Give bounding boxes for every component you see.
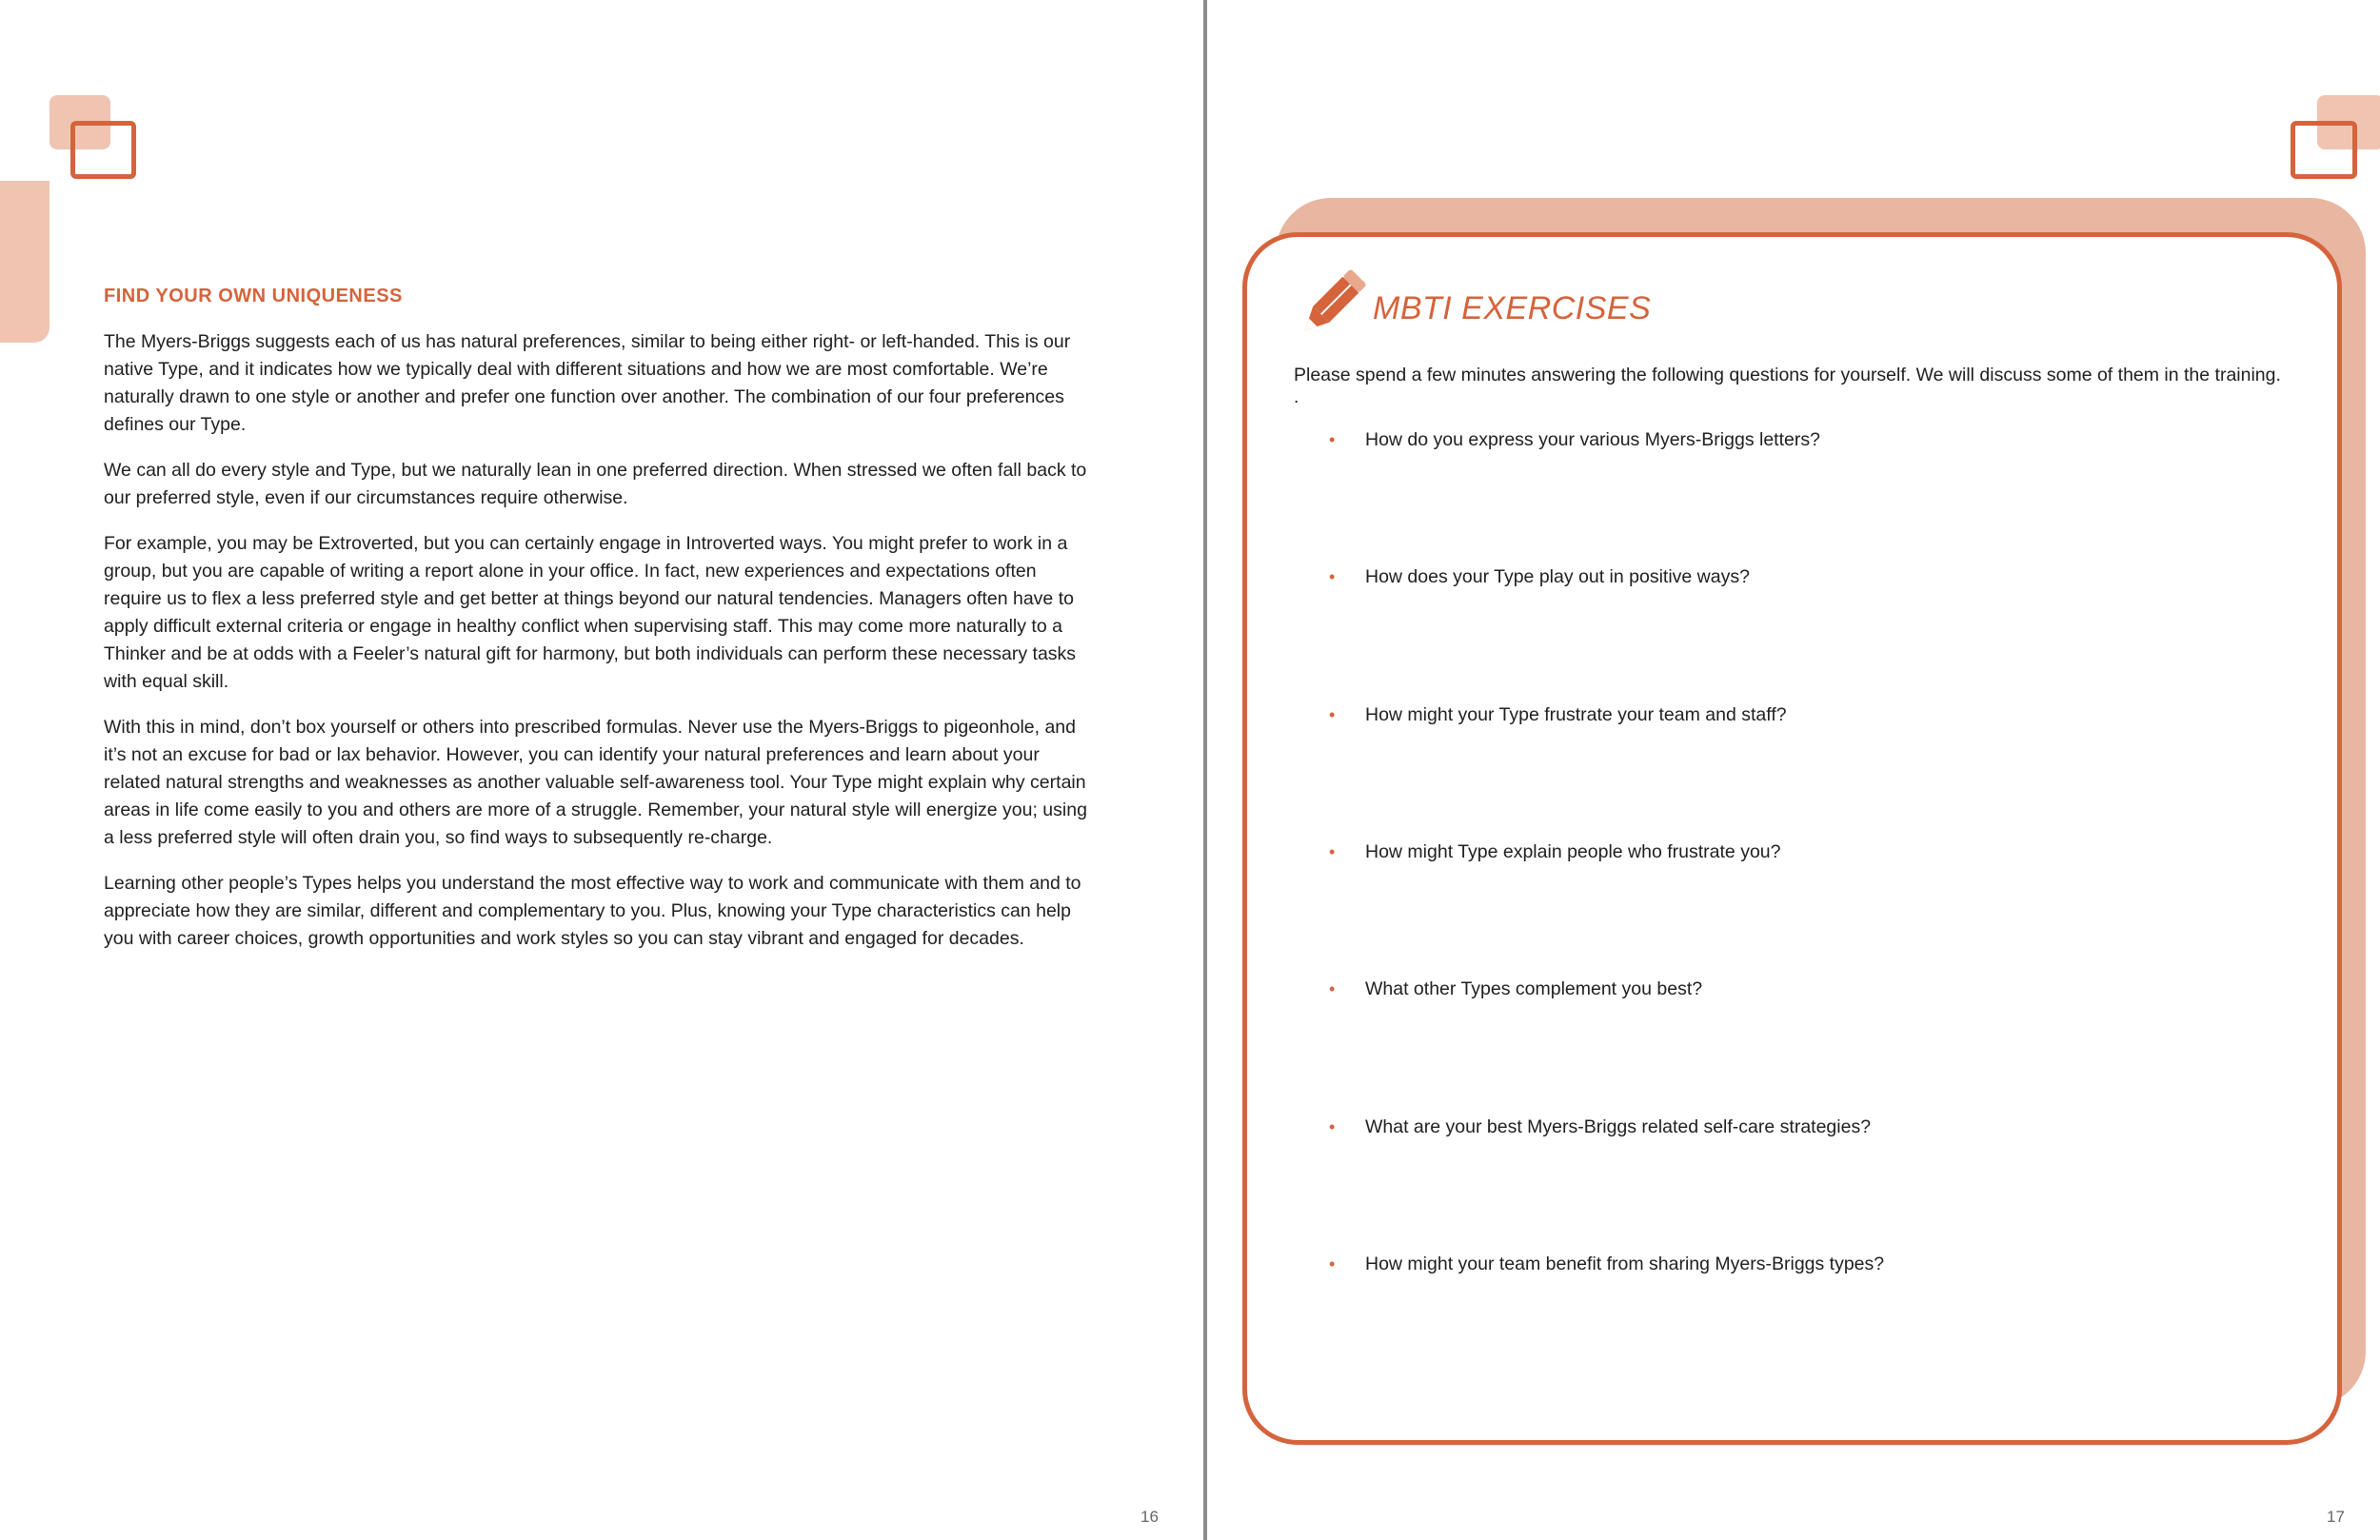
section-heading: FIND YOUR OWN UNIQUENESS bbox=[104, 286, 403, 306]
bullet-icon: • bbox=[1329, 430, 1336, 449]
exercise-intro: Please spend a few minutes answering the following questions for yourself. We will discuss some of them in the training. bbox=[1294, 365, 2281, 385]
paragraph: For example, you may be Extroverted, but you can certainly engage in Introverted ways. You might prefer to work in a group, but you are capable of writing a report alone in your office. In fact, new experiences and expectations often require us to flex a less preferred style and get better at things beyond our natural tendencies. Managers often have to apply difficult external criteria or engage in healthy conflict when supervising staff. This may come more naturally to a Thinker and be at odds with a Feeler’s natural gift for harmony, but both individuals can perform these necessary tasks with equal skill. bbox=[104, 533, 1077, 692]
question-text: How might Type explain people who frustrate you? bbox=[1365, 841, 1781, 862]
right-page bbox=[1207, 0, 2380, 1540]
corner-decoration-outline bbox=[2291, 121, 2357, 179]
bullet-icon: • bbox=[1329, 705, 1336, 724]
exercise-title: MBTI EXERCISES bbox=[1373, 290, 1652, 326]
question-text: What other Types complement you best? bbox=[1365, 978, 1703, 999]
question-item bbox=[1329, 839, 1780, 866]
paragraph: We can all do every style and Type, but we naturally lean in one preferred direction. When stressed we often fall back to our preferred style, even if our circumstances require otherwise. bbox=[104, 460, 1087, 508]
question-text: How might your Type frustrate your team and staff? bbox=[1365, 704, 1787, 725]
bullet-icon: • bbox=[1329, 979, 1336, 998]
edge-tab-decoration bbox=[0, 181, 50, 343]
question-text: What are your best Myers-Briggs related self-care strategies? bbox=[1365, 1116, 1872, 1137]
paragraph: The Myers-Briggs suggests each of us has natural preferences, similar to being either right- or left-handed. This is our native Type, and it indicates how we typically deal with different situations and how we are most comfortable. We’re naturally drawn to one style or another and prefer one function over another. The combination of our four preferences defines our Type. bbox=[104, 331, 1071, 435]
stray-period: . bbox=[1294, 387, 1299, 407]
corner-decoration-outline bbox=[70, 121, 136, 179]
body-text bbox=[104, 328, 1099, 971]
question-item bbox=[1329, 976, 1702, 1003]
question-text: How might your team benefit from sharing Myers-Briggs types? bbox=[1365, 1254, 1885, 1274]
paragraph: Learning other people’s Types helps you understand the most effective way to work and communicate with them and to appreciate how they are similar, different and complementary to you. Plus, knowing your Type characteristics can help you with career choices, growth opportunities and work styles so you can stay vibrant and engaged for decades. bbox=[104, 873, 1081, 949]
question-item bbox=[1329, 701, 1787, 729]
bullet-icon: • bbox=[1329, 1117, 1336, 1136]
question-item bbox=[1329, 563, 1750, 591]
question-item bbox=[1329, 426, 1820, 454]
page-number: 17 bbox=[2327, 1508, 2345, 1526]
pencil-icon bbox=[1292, 262, 1372, 346]
question-item bbox=[1329, 1251, 1884, 1278]
question-text: How does your Type play out in positive ways? bbox=[1365, 566, 1750, 587]
bullet-icon: • bbox=[1329, 1254, 1336, 1273]
paragraph: With this in mind, don’t box yourself or others into prescribed formulas. Never use the Myers-Briggs to pigeonhole, and it’s not an excuse for bad or lax behavior. However, you can identify your natural preferences and learn about your related natural strengths and weaknesses as another valuable self-awareness tool. Your Type might explain why certain areas in life come easily to you and others are more of a struggle. Remember, your natural style will energize you; using a less preferred style will often drain you, so find ways to subsequently re-charge. bbox=[104, 717, 1087, 848]
question-item bbox=[1329, 1114, 1871, 1141]
bullet-icon: • bbox=[1329, 842, 1336, 861]
bullet-icon: • bbox=[1329, 567, 1336, 586]
question-text: How do you express your various Myers-Briggs letters? bbox=[1365, 429, 1820, 450]
page-number: 16 bbox=[1140, 1508, 1159, 1526]
